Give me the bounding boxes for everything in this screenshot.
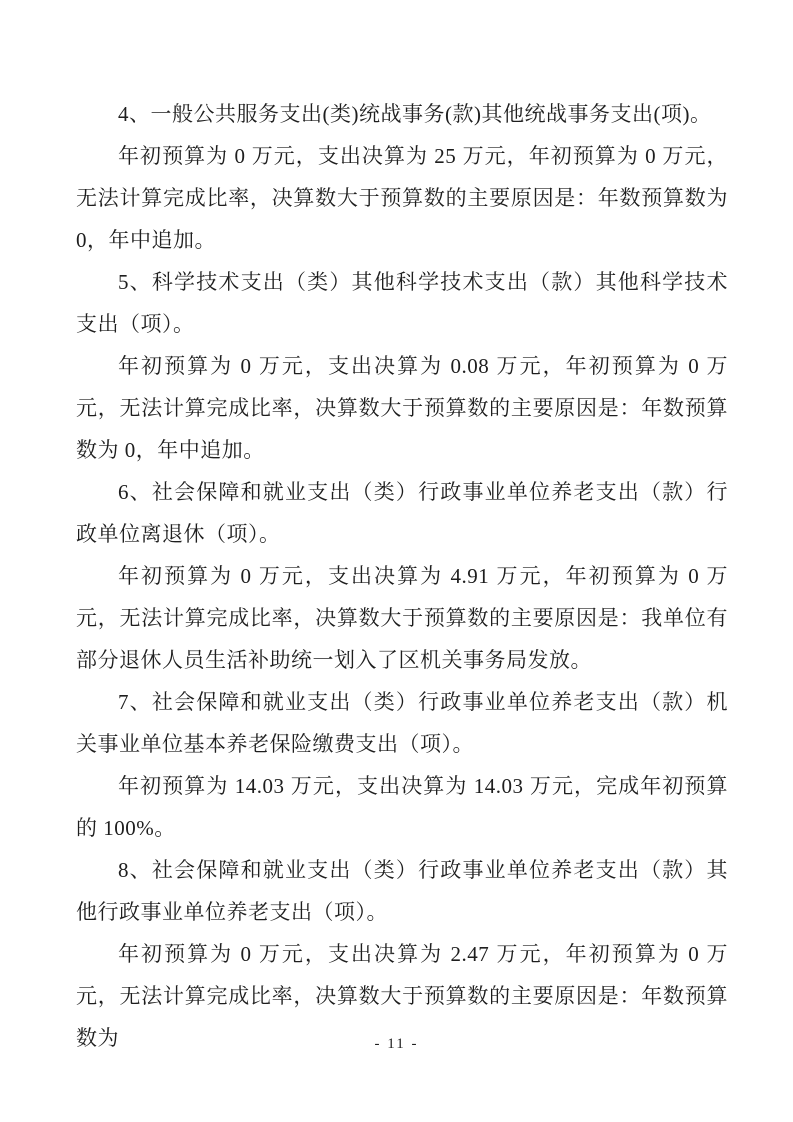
section-item-6 xyxy=(76,471,728,681)
section-4-body: 年初预算为 0 万元，支出决算为 25 万元，年初预算为 0 万元，无法计算完成比率，决算数大于预算数的主要原因是：年数预算数为 0，年中追加。 xyxy=(76,144,728,252)
section-item-5 xyxy=(76,261,728,471)
section-5-heading: 5、科学技术支出（类）其他科学技术支出（款）其他科学技术支出（项）。 xyxy=(76,270,728,336)
section-item-7 xyxy=(76,681,728,849)
section-5-body: 年初预算为 0 万元，支出决算为 0.08 万元，年初预算为 0 万元，无法计算完成比率，决算数大于预算数的主要原因是：年数预算数为 0，年中追加。 xyxy=(76,354,728,462)
section-item-8 xyxy=(76,849,728,1059)
section-6-body: 年初预算为 0 万元，支出决算为 4.91 万元，年初预算为 0 万元，无法计算完成比率，决算数大于预算数的主要原因是：我单位有部分退休人员生活补助统一划入了区机关事务局发放。 xyxy=(76,564,728,672)
section-7-heading: 7、社会保障和就业支出（类）行政事业单位养老支出（款）机关事业单位基本养老保险缴费支出（项）。 xyxy=(76,690,728,756)
section-8-heading: 8、社会保障和就业支出（类）行政事业单位养老支出（款）其他行政事业单位养老支出（项）。 xyxy=(76,858,728,924)
section-4-heading: 4、一般公共服务支出(类)统战事务(款)其他统战事务支出(项)。 xyxy=(118,102,712,126)
section-8-body: 年初预算为 0 万元，支出决算为 2.47 万元，年初预算为 0 万元，无法计算完成比率，决算数大于预算数的主要原因是：年数预算数为 xyxy=(76,942,728,1050)
section-6-heading: 6、社会保障和就业支出（类）行政事业单位养老支出（款）行政单位离退休（项）。 xyxy=(76,480,728,546)
page-number: - 11 - xyxy=(374,1036,419,1052)
document-content xyxy=(76,93,728,1059)
section-7-body: 年初预算为 14.03 万元，支出决算为 14.03 万元，完成年初预算的 100%。 xyxy=(76,774,728,840)
section-item-4 xyxy=(76,93,728,261)
